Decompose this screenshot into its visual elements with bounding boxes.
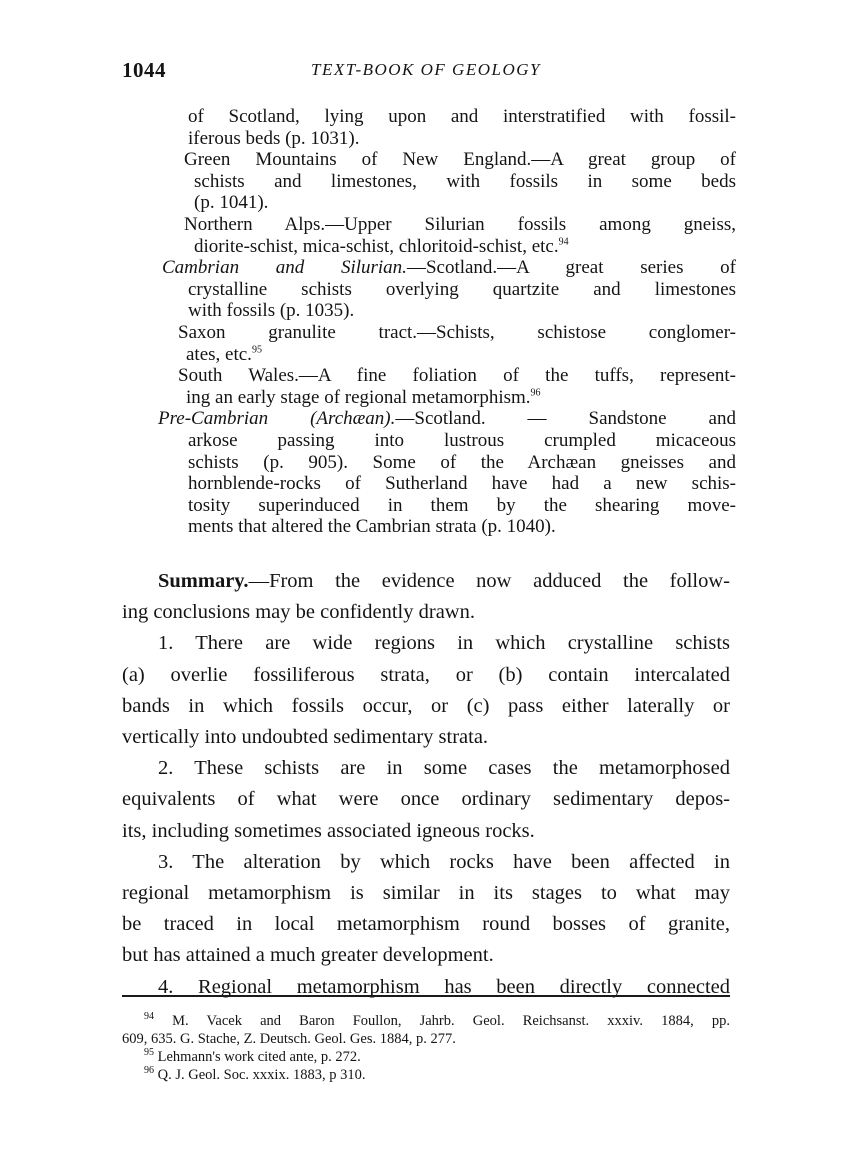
list-item: Green Mountains of New England.—A great group of schists and limestones, with fossils in some beds (p. 1041). xyxy=(184,149,736,214)
summary-heading: Summary. xyxy=(158,570,249,592)
footnote-94: $^{94}$ M. Vacek and Baron Foullon, Jahrb. Geol. Reichsanst. xxxiv. 1884, pp. 609, 635. G. Stache, Z. Deutsch. Geol. Ges. 1884, p. 277. xyxy=(122,1011,731,1047)
footnote-ref: 96 xyxy=(530,387,541,399)
footnote-ref: 94 xyxy=(558,236,569,248)
footnote-number: 95 xyxy=(144,1047,154,1059)
metamorphism-examples-list xyxy=(158,106,736,538)
period-heading: Cambrian and Silurian. xyxy=(162,257,407,279)
conclusion-1: 1. There are wide regions in which crystalline schists (a) overlie fossiliferous strata, or (b) contain intercalated bands in which fossils occur, or (c) pass either laterally or vertically into undoubted sedimentary strata. xyxy=(122,632,730,749)
list-item: Northern Alps.—Upper Silurian fossils among gneiss, diorite-schist, mica-schist, chloritoid-schist, etc.$^{94}$ xyxy=(184,213,736,257)
period-heading: Pre-Cambrian (Archæan). xyxy=(158,408,396,430)
list-item: Cambrian and Silurian.—Scotland.—A great series of crystalline schists overlying quartzite and limestones with fossils (p. 1035). xyxy=(162,257,736,322)
page-header xyxy=(122,58,730,88)
footnote-96: $^{96}$ Q. J. Geol. Soc. xxxix. 1883, p 310. xyxy=(144,1065,366,1083)
footnotes xyxy=(122,1012,730,1084)
conclusion-4: 4. Regional metamorphism has been directly connected xyxy=(158,975,730,998)
running-head: TEXT-BOOK OF GEOLOGY xyxy=(311,60,541,79)
summary-paragraph: Summary.—From the evidence now adduced the follow- ing conclusions may be confidently drawn. xyxy=(122,570,730,624)
footnote-ref: 95 xyxy=(251,344,262,356)
conclusion-3: 3. The alteration by which rocks have been affected in regional metamorphism is similar in its stages to what may be traced in local metamorphism round bosses of granite, but has attained a much greater development. xyxy=(122,850,730,967)
footnote-rule xyxy=(122,995,730,997)
list-item: Pre-Cambrian (Archæan).—Scotland. — Sandstone and arkose passing into lustrous crumpled micaceous schists (p. 905). Some of the Archæan gneisses and hornblende-rocks of Sutherland have had a new schis- tosity superinduced in them by the shearing move- ments that altered the Cambrian strata (p. 1040). xyxy=(158,408,736,538)
conclusion-2: 2. These schists are in some cases the metamorphosed equivalents of what were once ordinary sedimentary depos- its, including sometimes associated igneous rocks. xyxy=(122,757,730,842)
page-number: 1044 xyxy=(122,58,166,82)
list-item: of Scotland, lying upon and interstratified with fossil- iferous beds (p. 1031). xyxy=(188,106,736,149)
list-item: Saxon granulite tract.—Schists, schistose conglomer- ates, etc.$^{95}$ xyxy=(178,321,736,365)
footnote-number: 96 xyxy=(144,1065,154,1077)
summary-section xyxy=(122,566,730,1003)
list-item: South Wales.—A fine foliation of the tuffs, represent- ing an early stage of regional metamorphism.$^{96}$ xyxy=(178,365,736,408)
footnote-number: 94 xyxy=(144,1011,154,1023)
footnote-95: $^{95}$ Lehmann's work cited ante, p. 272. xyxy=(144,1047,361,1065)
